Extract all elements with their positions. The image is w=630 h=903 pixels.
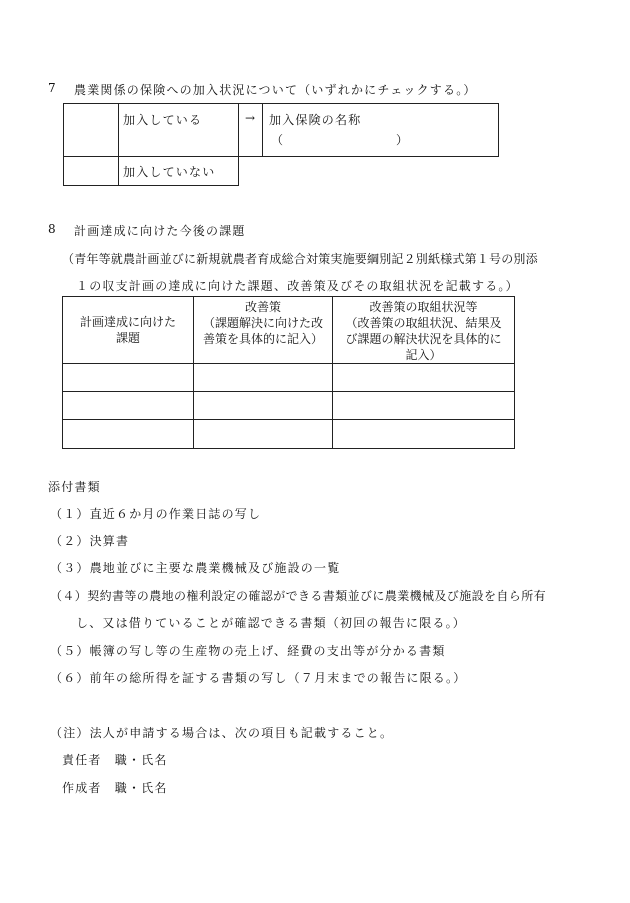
not-join-option: 加入していない [119, 157, 239, 186]
corporate-note: （注）法人が申請する場合は、次の項目も記載すること。 [50, 726, 394, 740]
improvement-cell[interactable] [194, 420, 333, 449]
join-option: 加入している [119, 104, 239, 157]
section8-note-line1: （青年等就農計画並びに新規就農者育成総合対策実施要綱別記２別紙様式第１号の別添 [62, 252, 538, 266]
progress-cell[interactable] [333, 420, 515, 449]
author-label: 作成者 職・氏名 [62, 781, 168, 795]
not-join-checkbox-cell[interactable] [64, 157, 119, 186]
section7-number: 7 [48, 81, 57, 95]
section7-heading: 農業関係の保険への加入状況について（いずれかにチェックする。） [74, 83, 477, 97]
section8-heading: 計画達成に向けた今後の課題 [74, 224, 246, 238]
section8-note-line2: １の収支計画の達成に向けた課題、改善策及びその取組状況を記載する。） [76, 279, 519, 293]
attachment-item: （２）決算書 [50, 534, 130, 548]
header-issue: 計画達成に向けた 課題 [63, 297, 194, 364]
issues-table [62, 296, 515, 449]
paren-open: （ [271, 133, 284, 147]
issue-cell[interactable] [63, 392, 194, 420]
insurance-name-label: 加入保険の名称 [269, 113, 362, 127]
table-row [63, 392, 515, 420]
progress-cell[interactable] [333, 392, 515, 420]
header-improvement: 改善策 （課題解決に向けた改 善策を具体的に記入） [194, 297, 333, 364]
arrow-icon: → [245, 111, 256, 125]
insurance-table [63, 103, 499, 186]
issue-cell[interactable] [63, 364, 194, 392]
responsible-person-label: 責任者 職・氏名 [62, 753, 168, 767]
insurance-name-cell[interactable] [263, 104, 499, 157]
table-row [63, 420, 515, 449]
improvement-cell[interactable] [194, 364, 333, 392]
table-row [63, 364, 515, 392]
attachment-item: （５）帳簿の写し等の生産物の売上げ、経費の支出等が分かる書類 [50, 644, 446, 658]
section8-number: 8 [48, 222, 57, 236]
attachment-item-continuation: し、又は借りていることが確認できる書類（初回の報告に限る。） [76, 616, 467, 630]
attachment-item: （６）前年の総所得を証する書類の写し（７月末までの報告に限る。） [50, 671, 467, 685]
arrow-cell [239, 104, 263, 157]
paren-close: ） [396, 133, 409, 147]
attachments-title: 添付書類 [48, 480, 101, 494]
issue-cell[interactable] [63, 420, 194, 449]
header-progress: 改善策の取組状況等 （改善策の取組状況、結果及 び課題の解決状況を具体的に 記入） [333, 297, 515, 364]
attachment-item: （１）直近６か月の作業日誌の写し [50, 507, 262, 521]
attachment-item: （４）契約書等の農地の権利設定の確認ができる書類並びに農業機械及び施設を自ら所有 [50, 589, 547, 603]
join-checkbox-cell[interactable] [64, 104, 119, 157]
attachment-item: （３）農地並びに主要な農業機械及び施設の一覧 [50, 561, 341, 575]
improvement-cell[interactable] [194, 392, 333, 420]
progress-cell[interactable] [333, 364, 515, 392]
